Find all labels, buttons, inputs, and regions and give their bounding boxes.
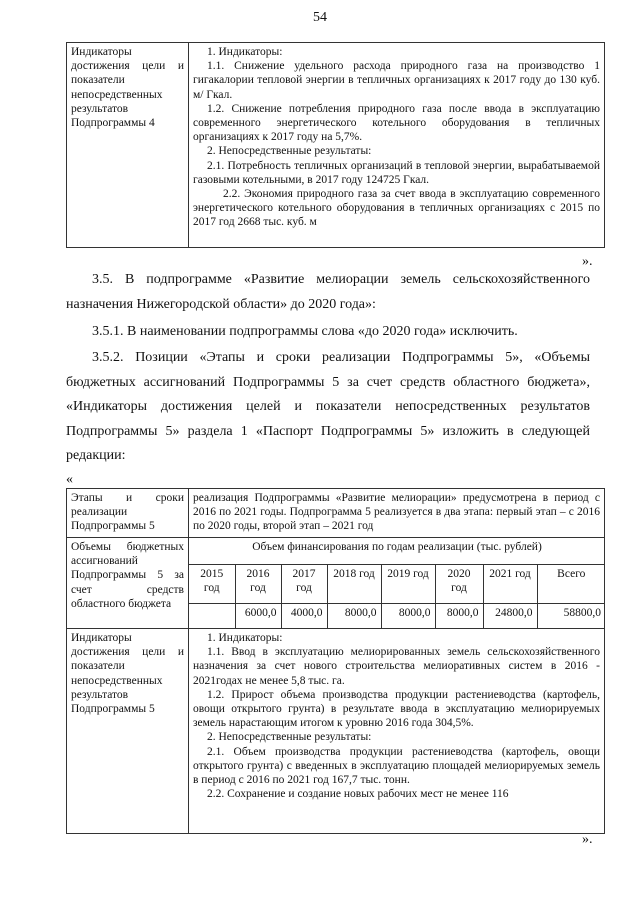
table-row: [67, 489, 605, 538]
amount-cell: 24800,0: [483, 604, 537, 629]
table-row: [189, 565, 605, 604]
indicator-line: 2. Непосредственные результаты:: [207, 731, 372, 744]
close-quote: ».: [582, 254, 593, 269]
amount-cell: 8000,0: [381, 604, 435, 629]
budget-cell: [189, 538, 605, 629]
indicator-line: 1. Индикаторы:: [207, 46, 283, 58]
budget-header: Объем финансирования по годам реализации (тыс. рублей): [189, 538, 605, 565]
table-row: [189, 604, 605, 629]
indicator-line: 1.2. Снижение потребления природного газа после ввода в эксплуатацию современного энергетического котельного оборудования в тепличных организациях к 2017 году на 5,7%.: [193, 102, 600, 144]
indicator-line: 2.2. Экономия природного газа за счет ввода в эксплуатацию современного энергетического котельного оборудования в тепличных организациях с 2015 по 2017 год 2668 тыс. куб. м: [193, 188, 600, 229]
amount-cell: 4000,0: [281, 604, 327, 629]
indicator-line: 2.2. Сохранение и создание новых рабочих мест не менее 116: [207, 788, 509, 801]
budget-label: Объемы бюджетных ассигнований Подпрограммы 5 за счет средств областного бюджета: [71, 541, 184, 610]
subprogram-5-passport-table: [66, 488, 605, 834]
stages-text: реализация Подпрограммы «Развитие мелиорации» предусмотрена в период с 2016 по 2021 годы. Подпрограмма 5 реализуется в два этапа: первый этап – с 2016 по 2020 годы, второй этап – 2021 год: [193, 492, 600, 533]
amount-cell: 8000,0: [435, 604, 483, 629]
amount-cell: 58800,0: [537, 604, 605, 629]
table-row: [189, 538, 605, 565]
year-cell: 2017 год: [281, 565, 327, 604]
amount-cell: [189, 604, 235, 629]
year-cell: 2018 год: [327, 565, 381, 604]
indicator-line: 2.1. Потребность тепличных организаций в тепловой энергии, вырабатываемой газовыми котельными, в 2017 году 124725 Гкал.: [193, 159, 600, 186]
indicators-label-cell: [67, 629, 189, 834]
year-cell: 2015 год: [189, 565, 235, 604]
indicators-content-cell: [189, 43, 605, 248]
stages-text-cell: [189, 489, 605, 538]
year-cell: Всего: [537, 565, 605, 604]
indicator-line: 1.1. Ввод в эксплуатацию мелиорированных земель сельскохозяйственного назначения за счет нового строительства мелиоративных систем в 2016 - 2021годах не менее 5,8 тыс. га.: [193, 646, 600, 687]
year-cell: 2020 год: [435, 565, 483, 604]
indicator-line: 2. Непосредственные результаты:: [207, 145, 372, 158]
table-row: [67, 43, 605, 248]
budget-table: [189, 538, 605, 628]
indicator-line: 1.1. Снижение удельного расхода природного газа на производство 1 гигакалории тепловой энергии в тепличных организациях к 2017 году до 130 куб. м/ Гкал.: [193, 60, 600, 101]
amount-cell: 6000,0: [235, 604, 281, 629]
indicators-content-cell: [189, 629, 605, 834]
paragraph-3-5-1: 3.5.1. В наименовании подпрограммы слова «до 2020 года» исключить.: [92, 324, 518, 339]
page-number: 54: [313, 10, 327, 25]
year-cell: 2016 год: [235, 565, 281, 604]
close-quote: ».: [582, 832, 593, 847]
indicator-line: 1. Индикаторы:: [207, 632, 283, 644]
open-quote: «: [66, 472, 73, 487]
stages-label: Этапы и сроки реализации Подпрограммы 5: [71, 492, 184, 533]
indicators-label: Индикаторы достижения цели и показатели непосредственных результатов Подпрограммы 4: [71, 46, 184, 130]
budget-label-cell: [67, 538, 189, 629]
amount-cell: 8000,0: [327, 604, 381, 629]
year-cell: 2019 год: [381, 565, 435, 604]
table-row: [67, 538, 605, 629]
stages-label-cell: [67, 489, 189, 538]
paragraph-3-5-2: 3.5.2. Позиции «Этапы и сроки реализации Подпрограммы 5», «Объемы бюджетных ассигнований Подпрограммы 5 за счет средств областного бюджета», «Индикаторы достижения целей и показатели непосредственных результатов Подпрограммы 5» раздела 1 «Паспорт Подпрограммы 5» изложить в следующей редакции:: [66, 350, 590, 463]
paragraph-3-5: 3.5. В подпрограмме «Развитие мелиорации земель сельскохозяйственного назначения Нижегородской области» до 2020 года»:: [66, 272, 590, 312]
year-cell: 2021 год: [483, 565, 537, 604]
table-row: [67, 629, 605, 834]
indicators-label: Индикаторы достижения цели и показатели непосредственных результатов Подпрограммы 5: [71, 632, 184, 716]
subprogram-4-indicators-table: [66, 42, 605, 248]
indicator-line: 2.1. Объем производства продукции растениеводства (картофель, овощи открытого грунта) с введенных в эксплуатацию площадей мелиорируемых земель в период с 2016 по 2021 год 167,7 тыс. тонн.: [193, 745, 600, 787]
indicators-label-cell: [67, 43, 189, 248]
indicator-line: 1.2. Прирост объема производства продукции растениеводства (картофель, овощи открытого грунта) в результате ввода в эксплуатацию мелиорируемых земель нарастающим итогом к уровню 2016 года 304,5%.: [193, 688, 600, 730]
